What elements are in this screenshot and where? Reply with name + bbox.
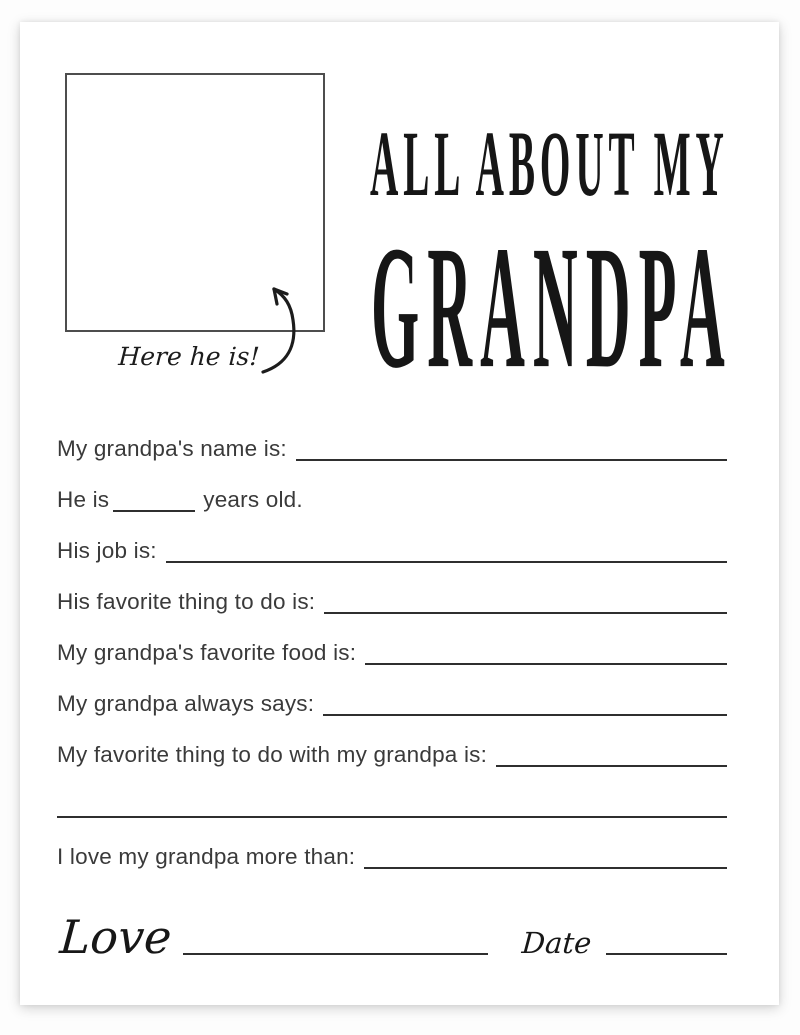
blank-line-always-says[interactable] [323, 714, 727, 716]
form-row-grandpa-name [57, 412, 727, 463]
form-row-thing-together [57, 718, 727, 769]
form-row-favorite-thing [57, 565, 727, 616]
field-label: His favorite thing to do is: [57, 588, 316, 614]
blank-line-love-more-than[interactable] [364, 867, 727, 869]
blank-line-favorite-food[interactable] [365, 663, 727, 665]
blank-line-date[interactable] [606, 953, 727, 955]
title-line-1: ALL ABOUT MY [370, 113, 729, 217]
form-row-continuation [57, 769, 727, 820]
curved-arrow-icon [253, 284, 315, 384]
field-label: His job is: [57, 537, 157, 563]
signature-row [60, 910, 727, 964]
field-label: My grandpa's name is: [57, 435, 287, 461]
worksheet-page [20, 22, 779, 1005]
field-suffix: years old. [203, 486, 303, 512]
field-label: He is [57, 486, 110, 512]
photo-caption-label: Here he is! [117, 342, 261, 371]
field-label: I love my grandpa more than: [57, 843, 356, 869]
field-label: My favorite thing to do with my grandpa is: [57, 741, 488, 767]
date-label: Date [521, 926, 594, 960]
form-row-job [57, 514, 727, 565]
blank-line-signature[interactable] [183, 953, 488, 955]
form-row-love-more-than [57, 820, 727, 871]
blank-line-age[interactable] [113, 510, 195, 512]
form-row-favorite-food [57, 616, 727, 667]
title-line-2: GRANDPA [371, 209, 733, 405]
field-label: My grandpa's favorite food is: [57, 639, 357, 665]
blank-line-favorite-thing[interactable] [324, 612, 727, 614]
love-label: Love [58, 910, 174, 964]
blank-line-grandpa-name[interactable] [296, 459, 727, 461]
form-row-age [57, 463, 727, 514]
blank-line-job[interactable] [166, 561, 727, 563]
blank-line-thing-together[interactable] [496, 765, 727, 767]
form-row-always-says [57, 667, 727, 718]
worksheet-form [57, 412, 727, 871]
field-label: My grandpa always says: [57, 690, 315, 716]
blank-line-continuation[interactable] [57, 816, 727, 818]
